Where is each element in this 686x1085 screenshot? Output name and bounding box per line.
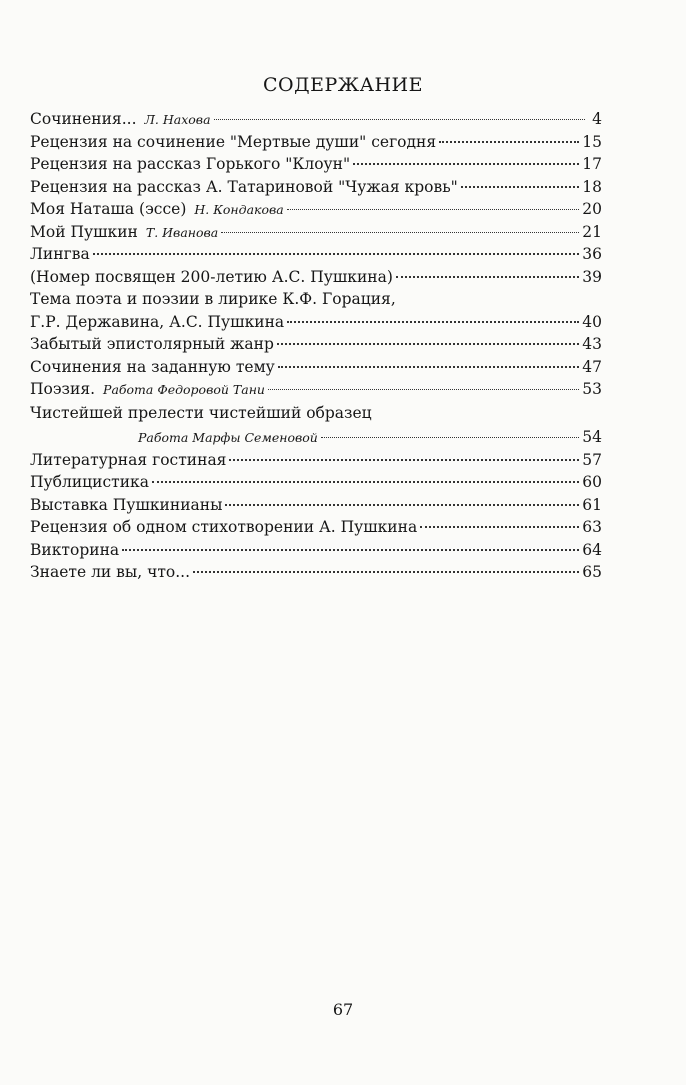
dot-leader xyxy=(122,549,579,551)
toc-entry xyxy=(30,494,602,517)
page-number: 67 xyxy=(332,1000,354,1019)
page-title: СОДЕРЖАНИЕ xyxy=(263,74,423,96)
dot-leader xyxy=(396,276,579,278)
toc-entry-page: 47 xyxy=(582,357,602,376)
toc-entry-page: 40 xyxy=(582,312,602,331)
toc-entry-page: 20 xyxy=(582,200,602,218)
dot-leader xyxy=(353,163,579,165)
dot-leader xyxy=(229,459,579,461)
toc-entry xyxy=(30,131,602,154)
toc-entry-page: 43 xyxy=(582,335,602,353)
dot-leader xyxy=(439,141,579,143)
toc-entry xyxy=(30,516,602,539)
toc-entry-author: Н. Кондакова xyxy=(194,202,284,217)
dot-leader xyxy=(277,343,579,345)
toc-entry xyxy=(30,266,602,289)
dot-leader xyxy=(461,186,579,188)
toc-entry-title: Рецензия об одном стихотворении А. Пушкина xyxy=(30,518,418,536)
toc-entry-title: Чистейшей прелести чистейший образец xyxy=(30,403,372,422)
toc-entry-page: 63 xyxy=(582,518,602,536)
toc-entry xyxy=(30,221,602,244)
toc-entry-title: (Номер посвящен 200-летию А.С. Пушкина) xyxy=(30,267,393,286)
toc-entry-page: 18 xyxy=(582,177,602,196)
dot-leader xyxy=(268,389,579,390)
toc-entry-page: 36 xyxy=(582,245,602,263)
toc-entry-page: 15 xyxy=(582,132,602,151)
toc-entry xyxy=(30,425,602,449)
toc-entry-title: Выставка Пушкинианы xyxy=(30,495,223,514)
toc-entry xyxy=(30,153,602,176)
toc-entry-title: Литературная гостиная xyxy=(30,450,227,469)
toc-entry-page: 53 xyxy=(582,380,602,398)
toc-entry-page: 57 xyxy=(582,450,602,469)
toc-entry-title: Сочинения на заданную тему xyxy=(30,357,275,376)
dot-leader xyxy=(93,253,580,255)
toc-entry-title: Лингва xyxy=(30,245,90,263)
toc-entry xyxy=(30,243,602,266)
toc-entry-author: Т. Иванова xyxy=(145,224,219,240)
toc-entry-title: Мой Пушкин xyxy=(30,222,138,241)
toc-entry xyxy=(30,288,602,311)
toc-entry xyxy=(30,356,602,379)
table-of-contents xyxy=(30,108,602,584)
toc-entry-page: 4 xyxy=(592,110,602,128)
toc-entry-title: Викторина xyxy=(30,540,120,559)
toc-entry-title: Поэзия. xyxy=(30,380,96,398)
toc-entry-title: Г.Р. Державина, А.С. Пушкина xyxy=(30,312,285,331)
toc-entry-title: Рецензия на рассказ А. Татариновой "Чужая кровь" xyxy=(30,177,458,196)
toc-entry-author: Л. Нахова xyxy=(144,112,211,127)
toc-entry xyxy=(30,401,602,425)
dot-leader xyxy=(321,437,579,438)
toc-entry-title: Публицистика xyxy=(30,473,149,491)
toc-entry-page: 60 xyxy=(582,473,602,491)
dot-leader xyxy=(214,119,585,120)
dot-leader xyxy=(278,366,580,368)
toc-entry-title: Сочинения... xyxy=(30,110,137,128)
toc-entry-title: Моя Наташа (эссе) xyxy=(30,200,187,218)
dot-leader xyxy=(221,232,579,233)
toc-entry xyxy=(30,471,602,494)
dot-leader xyxy=(287,209,580,210)
toc-entry-page: 39 xyxy=(582,267,602,286)
toc-entry-title: Забытый эпистолярный жанр xyxy=(30,335,274,353)
toc-entry xyxy=(30,539,602,562)
toc-entry-page: 65 xyxy=(582,563,602,581)
toc-entry-page: 21 xyxy=(582,222,602,241)
toc-entry-page: 61 xyxy=(582,495,602,514)
toc-entry xyxy=(30,311,602,334)
dot-leader xyxy=(287,321,579,323)
dot-leader xyxy=(193,571,579,573)
dot-leader xyxy=(420,526,579,528)
toc-entry xyxy=(30,449,602,472)
toc-entry-title: Рецензия на рассказ Горького "Клоун" xyxy=(30,155,351,173)
toc-entry xyxy=(30,561,602,584)
toc-entry xyxy=(30,198,602,221)
toc-entry-page: 54 xyxy=(582,427,602,446)
toc-entry-page: 17 xyxy=(582,155,602,173)
dot-leader xyxy=(152,481,579,483)
toc-entry xyxy=(30,176,602,199)
toc-entry xyxy=(30,378,602,401)
toc-entry-title: Тема поэта и поэзии в лирике К.Ф. Горация, xyxy=(30,290,396,308)
toc-entry xyxy=(30,108,602,131)
toc-entry xyxy=(30,333,602,356)
toc-entry-author: Работа Марфы Семеновой xyxy=(138,429,318,445)
toc-entry-page: 64 xyxy=(582,540,602,559)
toc-entry-title: Знаете ли вы, что... xyxy=(30,563,191,581)
toc-entry-title: Рецензия на сочинение "Мертвые души" сегодня xyxy=(30,132,437,151)
dot-leader xyxy=(225,504,579,506)
toc-entry-author: Работа Федоровой Тани xyxy=(103,382,265,397)
